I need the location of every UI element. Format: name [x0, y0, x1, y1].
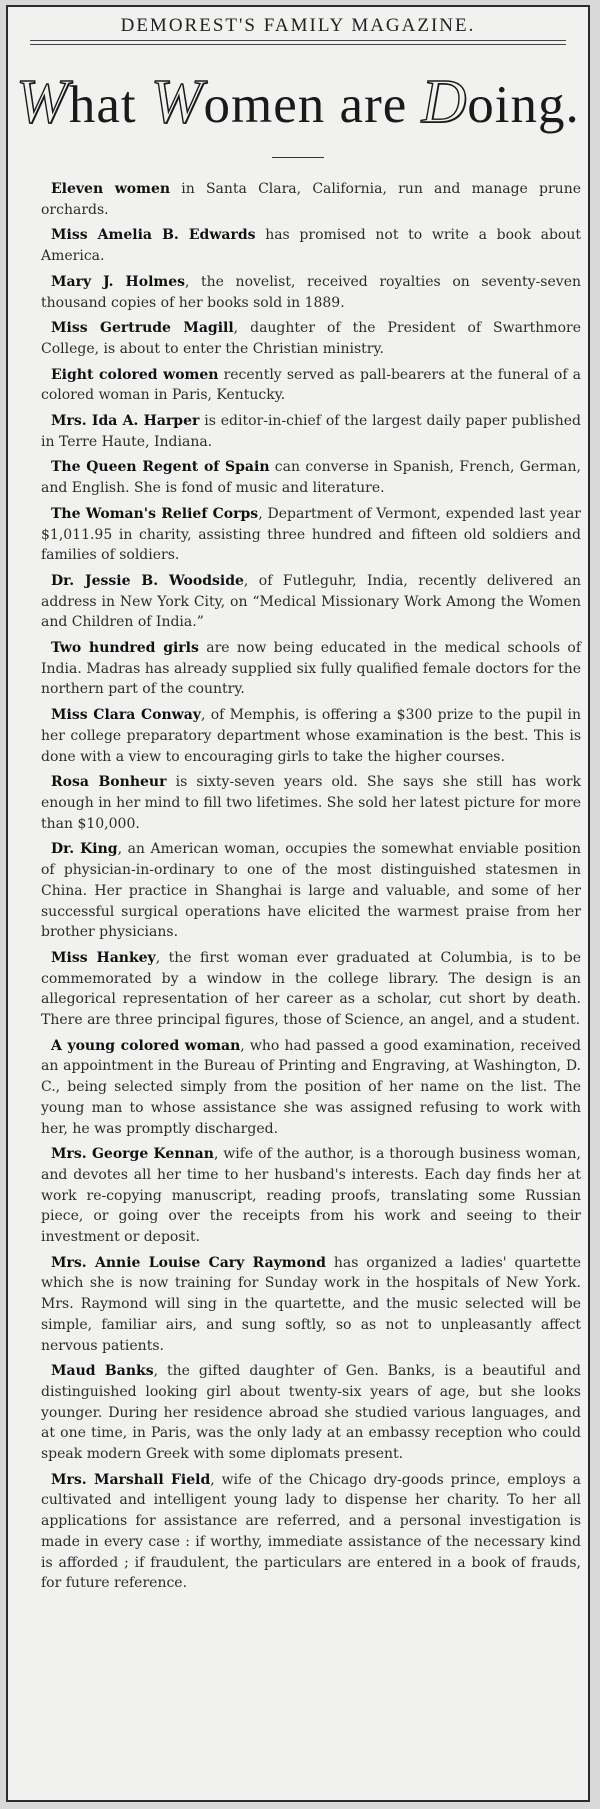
news-item: [41, 1144, 581, 1248]
news-item-lead: Miss Amelia B. Edwards: [51, 227, 256, 244]
news-item-lead: The Queen Regent of Spain: [51, 459, 270, 476]
news-item-lead: Mrs. Marshall Field: [51, 1471, 211, 1488]
news-item-text: , daughter of the President of Swarthmore College, is about to enter the Christian ministry.: [41, 320, 581, 357]
news-item-text: , wife of the Chicago dry-goods prince, employs a cultivated and intelligent young lady to dispense her charity. To her all applications for assistance are referred, and a personal investigation is made in every case : if worthy, immediate assistance of the necessary kind is afforded ; if fraudulent, the particulars are entered in a book of frauds, for future reference.: [41, 1471, 581, 1592]
news-item-text: , the novelist, received royalties on seventy-seven thousand copies of her books sold in 1889.: [41, 273, 581, 311]
news-item-text: , the first woman ever graduated at Columbia, is to be commemorated by a window in the college library. The design is an allegorical representation of her career as a scholar, cut short by death. There are three principal figures, those of Science, an angel, and a student.: [41, 949, 581, 1029]
news-item-text: , who had passed a good examination, received an appointment in the Bureau of Printing and Engraving, at Washington, D. C., being selected simply from the position of her name on the list. The young man to whose assistance she was assigned refusing to work with her, he was promptly discharged.: [41, 1037, 581, 1137]
news-item: [41, 318, 581, 359]
news-item-lead: Miss Clara Conway: [51, 707, 201, 724]
news-item-text: are now being educated in the medical schools of India. Madras has already supplied six fully qualified female doctors for the northern part of the country.: [41, 640, 581, 698]
news-item-lead: Mrs. Annie Louise Cary Raymond: [51, 1254, 326, 1271]
news-item: [41, 638, 581, 700]
news-item-text: in Santa Clara, California, run and manage prune orchards.: [41, 181, 581, 218]
news-item: [41, 772, 581, 834]
news-item: [41, 411, 581, 452]
news-item-lead: Mrs. Ida A. Harper: [51, 413, 200, 430]
news-item: [41, 839, 581, 943]
title-initial-d: D: [421, 68, 468, 136]
article-title: [8, 67, 588, 138]
title-word-omen-are: omen are: [203, 76, 422, 134]
news-item: [41, 225, 581, 266]
news-item: [41, 504, 581, 566]
news-item-lead: Eight colored women: [51, 366, 219, 383]
news-item: [41, 457, 581, 498]
magazine-page: [6, 5, 590, 1802]
news-item: [41, 1470, 581, 1594]
news-item-lead: A young colored woman: [51, 1037, 241, 1054]
news-item: [41, 705, 581, 767]
news-item-lead: Two hundred girls: [51, 640, 199, 657]
news-item-text: , of Memphis, is offering a $300 prize to the pupil in her college preparatory department whose examination is the best. This is done with a view to encouraging girls to take the higher courses.: [41, 707, 581, 765]
news-item-text: , the gifted daughter of Gen. Banks, is a beautiful and distinguished looking girl about twenty-six years of age, but she looks younger. During her residence abroad she studied various languages, and at one time, in Paris, was the only lady at an embassy reception who could speak modern Greek with some diplomats present.: [41, 1363, 581, 1463]
title-word-hat: hat: [68, 76, 151, 134]
news-item-lead: Mrs. George Kennan: [51, 1146, 214, 1163]
news-item: [41, 1253, 581, 1357]
news-item-lead: Rosa Bonheur: [51, 774, 167, 791]
news-item-text: can converse in Spanish, French, German, and English. She is fond of music and literature.: [41, 459, 581, 497]
news-item-lead: Miss Gertrude Magill: [51, 320, 234, 337]
title-initial-w2: W: [150, 68, 204, 136]
news-item-text: has organized a ladies' quartette which she is now training for Sunday work in the hospitals of New York. Mrs. Raymond will sing in the quartette, and the music selected will be simple, familiar airs, and sung softly, so as not to unpleasantly affect nervous patients.: [41, 1254, 581, 1354]
news-item-text: , of Futleguhr, India, recently delivered an address in New York City, on “Medical Missionary Work Among the Women and Children of India.”: [41, 572, 581, 631]
news-item: [41, 272, 581, 313]
title-initial-w1: W: [16, 68, 69, 136]
news-item-text: is editor-in-chief of the largest daily paper published in Terre Haute, Indiana.: [41, 413, 581, 450]
masthead-rule-top: [30, 40, 566, 41]
news-item: [41, 948, 581, 1031]
news-item-text: has promised not to write a book about America.: [41, 227, 581, 265]
news-item-text: , wife of the author, is a thorough business woman, and devotes all her time to her husband's interests. Each day finds her at work re-copying manuscript, reading proofs, translating some Russian piece, or going over the receipts from his work and seeing to their investment or deposit.: [41, 1146, 582, 1246]
news-item-text: recently served as pall-bearers at the funeral of a colored woman in Paris, Kentucky.: [41, 366, 581, 404]
news-item-text: is sixty-seven years old. She says she still has work enough in her mind to fill two lifetimes. She sold her latest picture for more than $10,000.: [41, 774, 581, 832]
news-item: [41, 179, 581, 220]
news-item: [41, 571, 581, 633]
masthead: DEMOREST'S FAMILY MAGAZINE.: [120, 15, 476, 36]
news-item: [41, 1361, 581, 1465]
news-item: [41, 1036, 581, 1140]
masthead-rule-bottom: [30, 44, 566, 45]
news-item-lead: Mary J. Holmes: [51, 273, 185, 290]
title-divider: [272, 157, 324, 158]
news-item-text: , an American woman, occupies the somewhat enviable position of physician-in-ordinary to one of the most distinguished statesmen in China. Her practice in Shanghai is large and valuable, and some of her successful surgical operations have elicited the warmest praise from her brother physicians.: [41, 841, 581, 941]
news-item: [41, 365, 581, 406]
news-item-lead: Maud Banks: [51, 1363, 154, 1380]
news-item-lead: Dr. Jessie B. Woodside: [51, 572, 244, 589]
news-item-text: , Department of Vermont, expended last year $1,011.95 in charity, assisting three hundred and fifteen old soldiers and families of soldiers.: [41, 505, 581, 564]
news-item-lead: Eleven women: [51, 181, 171, 197]
news-item-lead: Miss Hankey: [51, 949, 156, 966]
news-item-lead: The Woman's Relief Corps: [51, 505, 259, 522]
article-body: [41, 179, 581, 1599]
news-item-lead: Dr. King: [51, 841, 118, 858]
title-word-oing: oing.: [467, 76, 580, 134]
